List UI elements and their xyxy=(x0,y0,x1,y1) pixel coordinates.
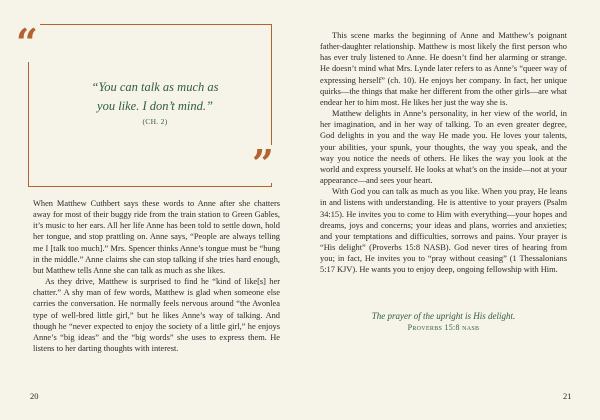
right-body-text xyxy=(320,30,567,275)
left-body-text xyxy=(33,198,280,354)
pull-quote-line-1: “You can talk as much as xyxy=(91,80,219,94)
right-paragraph-1: This scene marks the beginning of Anne and Matthew’s poignant father-daughter relationship. Matthew is most likely the first person who has ever truly listened to Anne. He doesn’t find her alarming or strange. He doesn’t mind what Mrs. Lynde later refers to as Anne’s “queer way of expressing herself” (ch. 10). He enjoys her company. In fact, her unique quirks—the things that make her different from the other girls—are what endear her to him most. He likes her just the way she is. xyxy=(320,31,567,107)
pull-quote-citation: (CH. 2) xyxy=(142,117,168,126)
page-number-right: 21 xyxy=(563,391,572,401)
right-paragraph-2: Matthew delights in Anne’s personality, in her view of the world, in her imagination, and in her way of talking. To an even greater degree, God delights in you and the way He made you. He loves your talents, your abilities, your spunk, your thoughts, the way you speak, and the way you notice the needs of others. He likes the way you look at the world and express yourself. He looks at what’s on the inside—not at your appearance—and sees your heart. xyxy=(320,109,567,186)
left-paragraph-1: When Matthew Cuthbert says these words to Anne after she chatters away for most of their buggy ride from the train station to Green Gables, it’s music to her ears. All her life Anne has been told to settle down, hold her tongue, and stop prattling on. Anne says, “People are always telling me I [talk too much].” Mrs. Spencer thinks Anne’s tongue must be “hung in the middle.” Anne claims she can stop talking if she tries hard enough, but Matthew tells Anne she can talk as much as she likes. xyxy=(33,199,280,275)
right-paragraph-3: With God you can talk as much as you like. When you pray, He leans in and listens with understanding. He is attentive to your prayers (Psalm 34:15). He invites you to come to Him with everything—your hopes and dreams, joys and concerns; your ideas and plans, worries and anxieties; and your temptations and difficulties, sorrows and pains. Your prayer is “His delight” (Proverbs 15:8 NASB). God never tires of hearing from you; in fact, He invites you to “pray without ceasing” (1 Thessalonians 5:17 KJV). He wants you to enjoy deep, ongoing fellowship with Him. xyxy=(320,187,567,275)
callout-reference: Proverbs 15:8 nasb xyxy=(407,323,480,332)
page-number-left: 20 xyxy=(30,391,39,401)
left-paragraph-2: As they drive, Matthew is surprised to find he “kind of like[s] her chatter.” A shy man of few words, Matthew is glad when someone else carries the conversation. He normally feels nervous around “the Avonlea type of well-bred little girl,” but he likes Anne’s way of talking. And though he “never expected to enjoy the society of a little girl,” he enjoys Anne’s “big ideas” and the “big words” she uses to express them. He listens to her darting thoughts with interest. xyxy=(33,277,280,354)
callout-verse: The prayer of the upright is His delight. xyxy=(371,311,516,321)
scripture-callout xyxy=(320,310,567,334)
open-quote-mark: “ xyxy=(16,20,38,65)
pull-quote xyxy=(70,78,240,116)
close-quote-mark: ” xyxy=(252,141,274,186)
pull-quote-line-2: you like. I don’t mind.” xyxy=(97,99,213,113)
